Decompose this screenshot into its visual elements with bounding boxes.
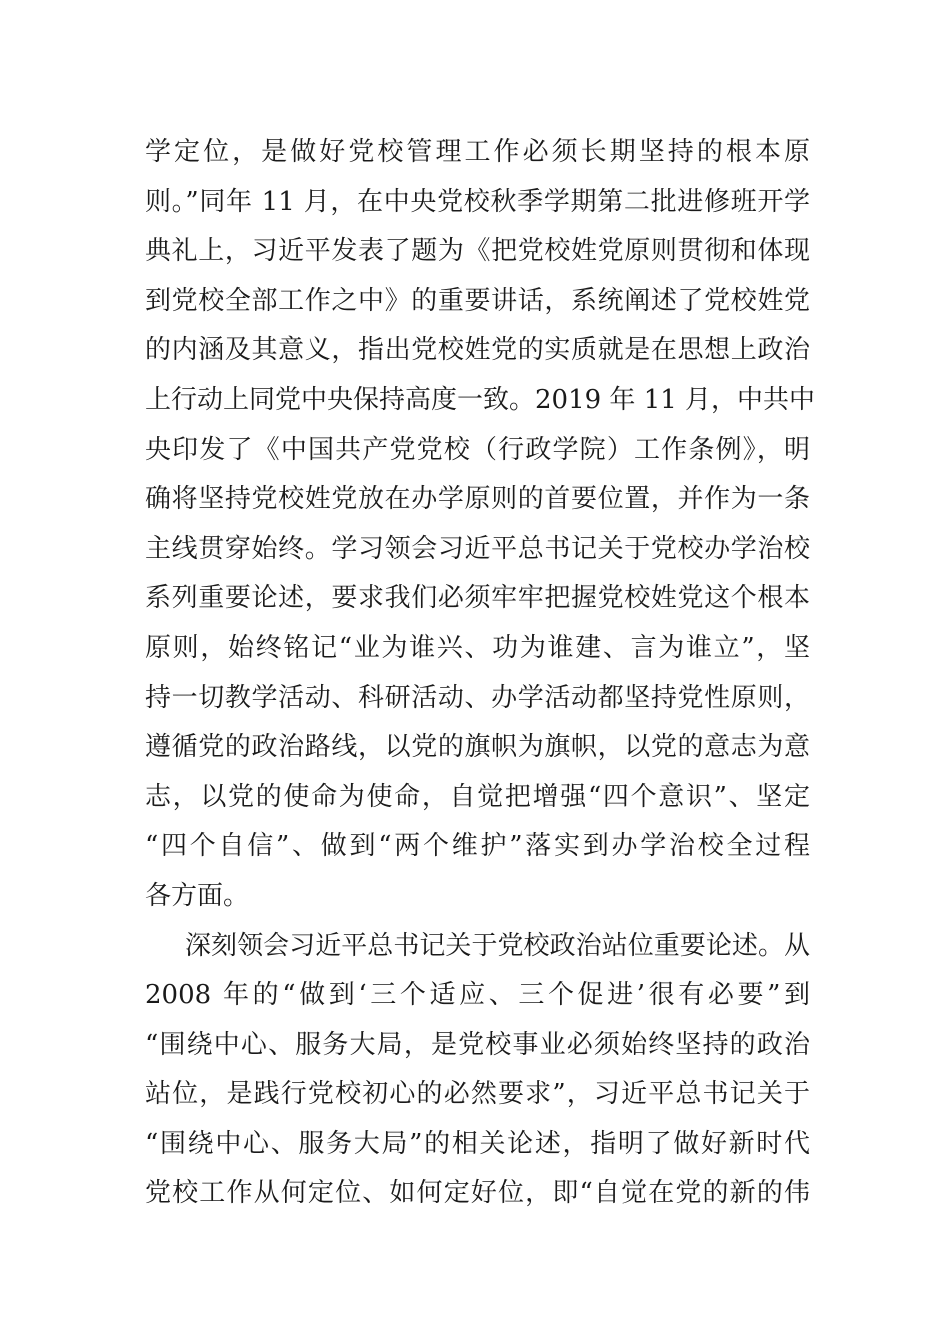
text-line: 2008 年的“做到‘三个适应、三个促进’很有必要”到 [145, 980, 810, 1011]
text-line: “围绕中心、服务大局，是党校事业必须始终坚持的政治 [145, 1029, 810, 1060]
text-line: “围绕中心、服务大局”的相关论述，指明了做好新时代 [145, 1128, 810, 1159]
paragraph-first-line: 深刻领会习近平总书记关于党校政治站位重要论述。从 [185, 930, 810, 961]
text-line: 的内涵及其意义，指出党校姓党的实质就是在思想上政治 [145, 335, 810, 366]
text-line: 确将坚持党校姓党放在办学原则的首要位置，并作为一条 [145, 484, 810, 515]
text-line: 上行动上同党中央保持高度一致。2019 年 11 月，中共中 [145, 384, 816, 415]
text-line: 遵循党的政治路线，以党的旗帜为旗帜，以党的意志为意 [145, 732, 810, 763]
text-line: 系列重要论述，要求我们必须牢牢把握党校姓党这个根本 [145, 583, 810, 614]
text-line: 原则，始终铭记“业为谁兴、功为谁建、言为谁立”，坚 [145, 632, 810, 663]
text-line: 央印发了《中国共产党党校（行政学院）工作条例》，明 [145, 434, 810, 465]
text-line: 站位，是践行党校初心的必然要求”，习近平总书记关于 [145, 1079, 810, 1110]
text-line: 持一切教学活动、科研活动、办学活动都坚持党性原则， [145, 682, 810, 713]
text-line: 各方面。 [145, 880, 250, 911]
text-line: “四个自信”、做到“两个维护”落实到办学治校全过程 [145, 831, 810, 862]
text-line: 典礼上，习近平发表了题为《把党校姓党原则贯彻和体现 [145, 236, 810, 267]
text-line: 到党校全部工作之中》的重要讲话，系统阐述了党校姓党 [145, 285, 810, 316]
text-line: 主线贯穿始终。学习领会习近平总书记关于党校办学治校 [145, 533, 810, 564]
text-line: 志，以党的使命为使命，自觉把增强“四个意识”、坚定 [145, 781, 810, 812]
body-text [145, 128, 816, 1219]
text-line: 则。”同年 11 月，在中央党校秋季学期第二批进修班开学 [145, 186, 810, 217]
text-line: 党校工作从何定位、如何定好位，即“自觉在党的新的伟 [145, 1178, 810, 1209]
text-line: 学定位，是做好党校管理工作必须长期坚持的根本原 [145, 137, 810, 167]
